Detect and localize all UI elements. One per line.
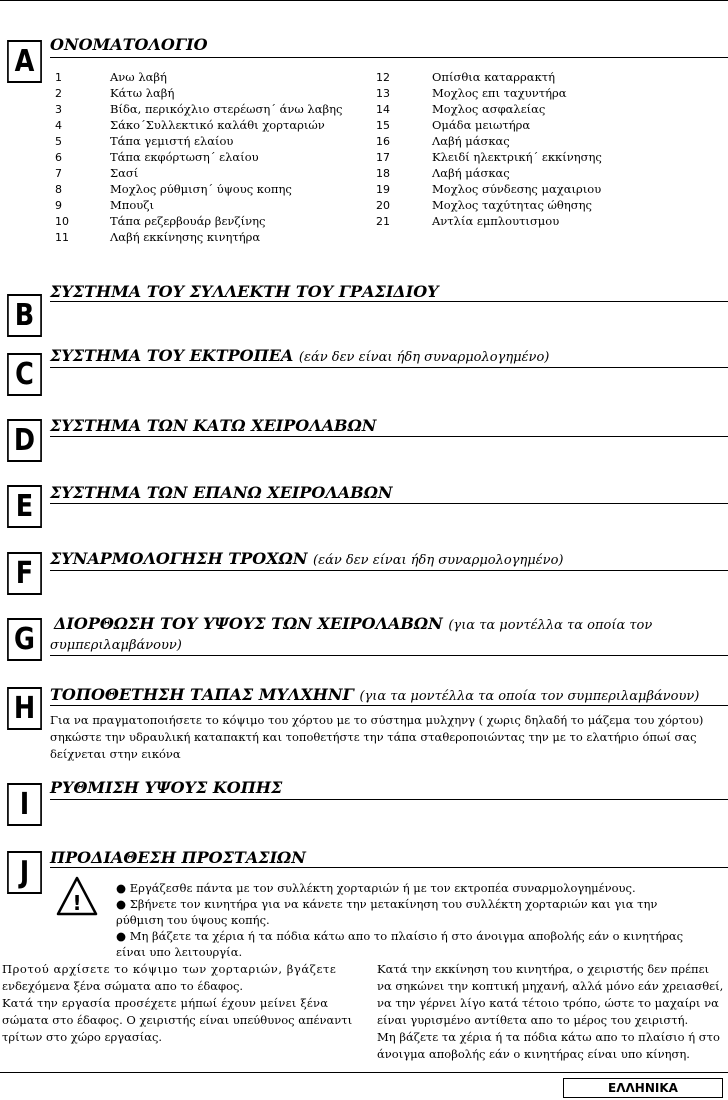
section-f-title-text: ΣΥΝΑΡΜΟΛΟΓΗΣΗ ΤΡΟΧΩΝ [50,549,308,568]
section-h-line: Για να πραγματοποιήσετε το κόψιμο του χόρτου με το σύστημα μυλχηνγ ( χωρις δηλαδή το μάζεμα του χόρτου) [50,713,704,727]
part-number: 10 [55,215,69,228]
section-i-rule [50,799,728,800]
section-i-title: ΡΥΘΜΙΣΗ ΥΨΟΥΣ ΚΟΠΗΣ [50,778,283,797]
paragraph-line: Κατά την εκκίνηση του κινητήρα, ο χειριστής δεν πρέπει [377,962,710,976]
part-number: 13 [376,87,390,100]
paragraph-line: να την γέρνει λίγο κατά τέτοιο τρόπο, ώστε το μαχαίρι να [377,996,719,1010]
section-b-letter: B [7,294,42,337]
warning-item [116,880,716,896]
section-h-title [50,685,699,704]
part-name: Μοχλος ταχύτητας ώθησης [432,198,592,212]
part-number: 21 [376,215,390,228]
part-name: Σάκο΄Συλλεκτικό καλάθι χορταριών [110,118,325,132]
part-number: 1 [55,71,62,84]
part-number: 5 [55,135,62,148]
section-g-subtitle: (για τα μοντέλλα τα οποία τον [448,618,653,633]
left-paragraph [2,961,362,1046]
section-a-letter: A [7,40,42,83]
part-number: 12 [376,71,390,84]
section-c-title-text: ΣΥΣΤΗΜΑ ΤΟΥ ΕΚΤΡΟΠΕΑ [50,346,294,365]
part-number: 7 [55,167,62,180]
section-a-title: ΟΝΟΜΑΤΟΛΟΓΙΟ [50,35,208,54]
part-name: Μοχλος σύνδεσης μαχαιριου [432,182,602,196]
section-c-rule [50,367,728,368]
bullet-icon: ● [116,897,127,911]
section-g-title-text: ΔΙΟΡΘΩΣΗ ΤΟΥ ΥΨΟΥΣ ΤΩΝ ΧΕΙΡΟΛΑΒΩΝ [54,614,443,633]
top-rule [0,0,728,1]
part-name: Λαβή μάσκας [432,166,510,180]
part-number: 16 [376,135,390,148]
section-e-rule [50,503,728,504]
part-name: Βίδα, περικόχλιο στερέωση΄ άνω λαβης [110,102,343,116]
paragraph-line: να σηκώνει την κοπτική μηχανή, αλλά μόνο εάν χρειασθεί, [377,979,724,993]
bullet-icon: ● [116,929,127,943]
warning-triangle-icon [56,876,98,916]
part-number: 19 [376,183,390,196]
part-name: Μοχλος επι ταχυντήρα [432,86,567,100]
section-h-letter: H [7,687,42,730]
section-j-letter: J [7,851,42,894]
section-d-title: ΣΥΣΤΗΜΑ ΤΩΝ ΚΑΤΩ ΧΕΙΡΟΛΑΒΩΝ [50,416,377,435]
part-name: Τάπα ρεζερβουάρ βενζίνης [110,214,266,228]
section-f-rule [50,570,728,571]
section-e-title: ΣΥΣΤΗΜΑ ΤΩΝ ΕΠΑΝΩ ΧΕΙΡΟΛΑΒΩΝ [50,483,393,502]
part-number: 18 [376,167,390,180]
part-name: Κλειδί ηλεκτρική΄ εκκίνησης [432,150,602,164]
part-name: Σασί [110,166,139,180]
part-number: 17 [376,151,390,164]
part-name: Οπίσθια καταρρακτή [432,70,556,84]
part-number: 4 [55,119,62,132]
part-name: Τάπα γεμιστή ελαίου [110,134,234,148]
part-number: 11 [55,231,69,244]
section-e-letter: E [7,485,42,528]
part-name: Μοχλος ρύθμιση΄ ύψους κοπης [110,182,292,196]
warning-exclamation: ! [72,891,82,915]
section-c-letter: C [7,353,42,396]
warning-item-cont: είναι υπο λειτουργία. [116,945,243,959]
section-j-rule [50,867,728,868]
language-label: ΕΛΛΗΝΙΚΑ [563,1078,723,1098]
part-name: Ομάδα μειωτήρα [432,118,531,132]
part-name: Αντλία εμπλουτισμου [432,214,560,228]
paragraph-line: τρίτων στο χώρο εργασίας. [2,1030,163,1044]
part-number: 15 [376,119,390,132]
right-paragraph [377,961,727,1063]
paragraph-line: Προτού αρχίσετε το κόψιμο των χορταριών, βγάζετε [2,962,337,976]
section-d-letter: D [7,419,42,462]
part-number: 20 [376,199,390,212]
paragraph-line: Κατά την εργασία προσέχετε μήπωί έχουν μείνει ξένα [2,996,329,1010]
bullet-icon: ● [116,881,127,895]
part-number: 2 [55,87,62,100]
section-g-letter: G [7,618,42,661]
part-name: Ανω λαβή [110,70,167,84]
section-f-letter: F [7,552,42,595]
section-h-line: δείχνεται στην εικόνα [50,747,181,761]
section-b-title: ΣΥΣΤΗΜΑ ΤΟΥ ΣΥΛΛΕΚΤΗ ΤΟΥ ΓΡΑΣΙΔΙΟΥ [50,282,439,301]
section-h-text [50,712,726,763]
section-a-rule [50,57,728,58]
part-number: 6 [55,151,62,164]
part-name: Λαβή μάσκας [432,134,510,148]
paragraph-line: ενδεχόμενα ξένα σώματα απο το έδαφος. [2,979,244,993]
paragraph-line: σώματα στο έδαφος. Ο χειριστής είναι υπεύθυνος απέναντι [2,1013,353,1027]
part-name: Μπουζι [110,198,154,212]
section-j-title: ΠΡΟΔΙΑΘΕΣΗ ΠΡΟΣΤΑΣΙΩΝ [50,848,306,867]
section-f-title [50,549,563,568]
paragraph-line: Μη βάζετε τα χέρια ή τα πόδια κάτω απο το πλαίσιο ή στο [377,1030,720,1044]
section-b-rule [50,301,728,302]
warning-list [116,880,716,960]
section-c-subtitle: (εάν δεν είναι ήδη συναρμολογημένο) [298,350,550,365]
part-name: Τάπα εκφόρτωση΄ ελαίου [110,150,259,164]
section-d-rule [50,436,728,437]
section-h-line: σηκώστε την υδραυλική καταπακτή και τοποθετήστε την τάπα σταθεροποιώντας την με το ελατήριο όπωί σας [50,730,697,744]
warning-text: Εργάζεσθε πάντα με τον συλλέκτη χορταριών ή με τον εκτροπέα συναρμολογημένους. [129,881,636,895]
section-h-rule [50,705,728,706]
paragraph-line: είναι γυρισμένο αντίθετα απο το μέρος του χειριστή. [377,1013,689,1027]
warning-item [116,928,716,944]
section-g-rule [50,655,728,656]
bottom-rule [0,1072,728,1073]
section-g-title [54,614,652,633]
paragraph-line: άνοιγμα αποβολής εάν ο κινητήρας είναι υπο κίνηση. [377,1047,690,1061]
part-name: Κάτω λαβή [110,86,175,100]
warning-text: Σβήνετε τον κινητήρα για να κάνετε την μετακίνηση του συλλέκτη χορταριών και για την [129,897,658,911]
part-number: 14 [376,103,390,116]
part-number: 9 [55,199,62,212]
section-g-subtitle-cont: συμπεριλαμβάνουν) [50,638,182,653]
section-h-title-text: ΤΟΠΟΘΕΤΗΣΗ ΤΑΠΑΣ ΜΥΛΧΗΝΓ [50,685,354,704]
section-i-letter: I [7,783,42,826]
warning-item [116,896,716,912]
section-c-title [50,346,549,365]
part-number: 8 [55,183,62,196]
part-name: Λαβή εκκίνησης κινητήρα [110,230,261,244]
warning-text: Μη βάζετε τα χέρια ή τα πόδια κάτω απο το πλαίσιο ή στο άνοιγμα αποβολής εάν ο κινητήρας [129,929,684,943]
section-h-subtitle: (για τα μοντέλλα τα οποία τον συμπεριλαμβάνουν) [359,689,700,704]
part-number: 3 [55,103,62,116]
section-f-subtitle: (εάν δεν είναι ήδη συναρμολογημένο) [313,553,564,568]
warning-item-cont: ρύθμιση του ύψους κοπής. [116,913,270,927]
part-name: Μοχλος ασφαλείας [432,102,546,116]
